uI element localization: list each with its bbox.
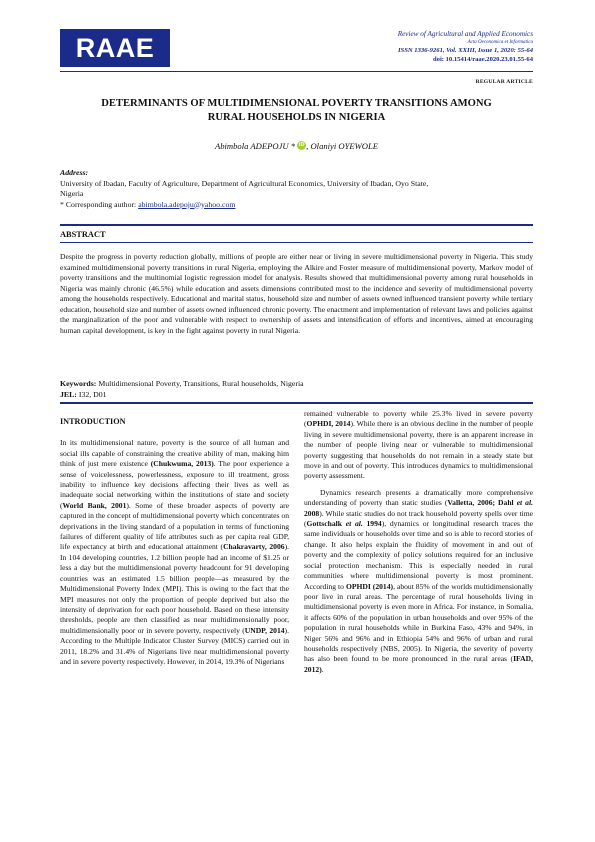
keywords-label: Keywords:	[60, 379, 97, 388]
body-text: ). While static studies do not track household poverty spells over time (	[304, 508, 533, 529]
citation: et al.	[516, 498, 533, 508]
journal-info	[398, 30, 533, 64]
journal-logo: RAAE	[60, 29, 170, 67]
corresponding-author	[60, 200, 533, 211]
citation: World Bank, 2001	[62, 500, 127, 510]
citation: OPHDI, 2014	[306, 419, 351, 429]
citation: Valletta, 2006; Dahl	[447, 498, 517, 508]
citation: IFAD, 2012)	[304, 654, 533, 674]
citation: UNDP, 2014	[244, 625, 285, 635]
body-text: Dynamics research presents a dramatically more comprehensive understanding of poverty than static studies (	[304, 487, 533, 508]
author-list	[60, 141, 533, 151]
body-text: remained vulnerable to poverty while 25.3% lived in severe poverty (	[304, 409, 533, 429]
citation: 2008	[304, 508, 320, 518]
address-label: Address:	[60, 168, 89, 177]
citation: 1994	[362, 519, 382, 529]
author-name: Abimbola ADEPOJU *	[214, 141, 296, 151]
body-text: In its multidimensional nature, poverty is the source of all human and social ills capable of constraining the creative ability of man, making him think of just mere existence	[60, 438, 289, 469]
article-title-line: RURAL HOUSEHOLDS IN NIGERIA	[207, 112, 386, 123]
body-paragraph	[304, 488, 533, 675]
article-title-line: DETERMINANTS OF MULTIDIMENSIONAL POVERTY TRANSITIONS AMONG	[101, 98, 492, 109]
address-line: Nigeria	[60, 189, 84, 198]
corresponding-label: * Corresponding author:	[60, 199, 139, 209]
header-divider	[60, 71, 533, 72]
jel-label: JEL:	[60, 389, 77, 399]
body-text: .	[321, 664, 324, 674]
abstract-divider	[60, 242, 533, 243]
body-column-right	[304, 409, 533, 675]
journal-issn: ISSN 1336-9261, Vol. XXIII, Issue 1, 2020: 55-64	[397, 47, 533, 54]
article-type: REGULAR ARTICLE	[475, 79, 533, 85]
abstract-text: Despite the progress in poverty reduction globally, millions of people are either near or living in severe multidimensional poverty in Nigeria. This study examined multidimensional poverty transitions in rural Nigeria, employing the Alkire and Foster measure of multidimensional poverty, Markov model of poverty transitions and the multinomial logistic regression model for analysis. Results showed that multidimensional poverty among rural households in Nigeria was mainly chronic (46.5%) while education and assets dimensions contributed most to the incidence and severity of multidimensional poverty among the households respectively. Educational and marital status, household size and number of assets owned influenced transient poverty while tertiary education, household size and number of assets owned influenced chronic poverty. The enactment and implementation of relevant laws and policies against the marginalization of the poor and vulnerable with respect to ownership of assets and intensification of efforts and incentives, aimed at encouraging human capital development, is key in the fight against poverty in rural Nigeria.	[60, 252, 533, 335]
citation: et al.	[345, 519, 363, 529]
abstract-divider-top	[60, 224, 533, 226]
body-text: . The poor experience a sense of voicelessness, powerlessness, exposure to ill treatment, gross inability to influence key decisions affecting their lives as well as inadequate social networking within the institutions of state and society (	[60, 459, 290, 510]
journal-name: Review of Agricultural and Applied Economics	[397, 30, 533, 38]
body-column-left	[60, 409, 289, 667]
body-paragraph	[60, 438, 289, 667]
body-text: ), dynamics or longitudinal research traces the same individuals or households over time and so is able to record stories of change. It also helps explain the fluidity of movement in and out of poverty and the complexity of policy solutions required for an inclusive social protection mechanism. This is especially needed in rural communities where multidimensional poverty is most prominent. According to	[304, 519, 533, 591]
article-title	[60, 97, 533, 125]
body-text: , about 85% of the worlds multidimensionally poor live in rural areas. The percentage of rural households living in multidimensional poverty is even more in Africa. For instance, in Somalia, it affects 60% of the population in urban households and over 95% of the population in rural households while in Burkina Faso, 43% and 94%, in Niger 56% and 96% and in Ethiopia 54% and 96% of urban and rural households respectively (NBS, 2005). In Nigeria, the severity of poverty has also been found to be more pronounced in the rural areas (	[304, 581, 533, 664]
orcid-icon[interactable]: iD	[298, 142, 305, 148]
citation: Chakravarty, 2006	[223, 542, 285, 552]
section-heading: INTRODUCTION	[60, 417, 126, 426]
address-block	[60, 168, 533, 210]
address-line: University of Ibadan, Faculty of Agriculture, Department of Agricultural Economics, University of Ibadan, Oyo State,	[60, 178, 429, 188]
author-name: , Olaniyi OYEWOLE	[306, 141, 379, 151]
body-text: ). Some of these broader aspects of poverty are captured in the concept of multidimensional poverty which concentrates on deprivations in the living standard of a population in terms of functioning failures of different quality of life attributes such as per capita real GDP, life expectancy at birth and educational attainment (	[60, 500, 289, 552]
body-paragraph	[304, 409, 533, 482]
keywords-divider	[60, 402, 533, 404]
body-text: ). In 104 developing countries, 1.2 billion people had an income of $1.25 or less a day but the multidimensional poverty headcount for 91 developing countries was an estimated 1.5 billion people—as measured by the Multidimensional Poverty Index (MPI). This is owing to the fact that the MPI measures not only the proportion of people deprived but also the intensity of deprivation for each poor household. Based on these intensity thresholds, people are then classified as near multidimensionally poor, multidimensionally poor or in severe poverty, respectively (	[60, 542, 289, 635]
body-text: ). According to the Multiple Indicator Cluster Survey (MICS) carried out in 2011, 18.2% and 31.4% of Nigerians live near multidimensional poverty and in severe poverty respectively. However, in 2014, 19.3% of Nigerians	[60, 625, 289, 666]
journal-subtitle: Acta Oeconomica et Informatica	[467, 40, 533, 45]
article-doi[interactable]: doi: 10.15414/raae.2020.23.01.55-64	[433, 56, 533, 63]
jel-line	[60, 390, 533, 401]
author-email-link[interactable]: abimbola.adepoju@yahoo.com	[138, 199, 236, 209]
keywords-line	[60, 379, 533, 390]
jel-value: I32, D01	[76, 389, 107, 399]
citation: (Chukwuma, 2013)	[150, 459, 214, 469]
keywords-block	[60, 379, 533, 400]
body-text: ). While there is an obvious decline in the number of people living in severe multidimensional poverty, there is an apparent increase in the number of people living near or vulnerable to multidimensional poverty suggesting that households do not remain in a steady state but move in and out of poverty. This introduces dynamics to multidimensional poverty assessment.	[304, 419, 533, 481]
abstract-heading: ABSTRACT	[60, 230, 106, 239]
keywords-value: Multidimensional Poverty, Transitions, Rural households, Nigeria	[96, 379, 304, 388]
citation: OPHDI (2014)	[345, 581, 394, 591]
citation: Gottschalk	[306, 519, 346, 529]
